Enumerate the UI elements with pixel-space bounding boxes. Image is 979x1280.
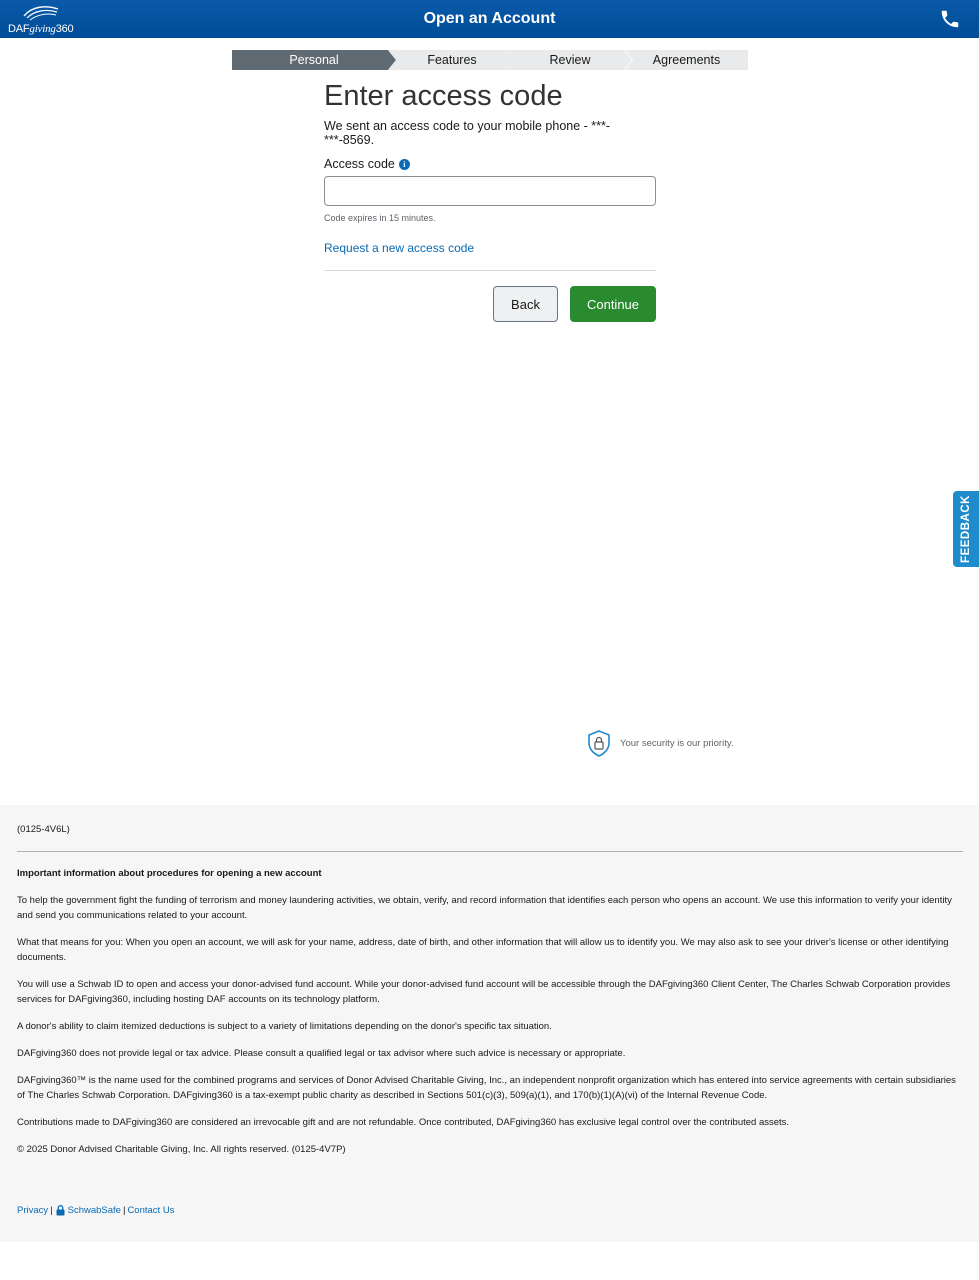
logo-text-prefix: DAF [8, 23, 30, 35]
footer-paragraph: You will use a Schwab ID to open and access your donor-advised fund account. While your donor-advised fund account will be accessible through the DAFgiving360 Client Center, The Charles Schwab Corporation provides services for DAFgiving360, including hosting DAF accounts on its technology platform. [17, 979, 951, 1005]
step-label: Agreements [652, 53, 721, 67]
step-features [388, 50, 516, 70]
back-button[interactable]: Back [493, 286, 558, 322]
code-expiry-hint: Code expires in 15 minutes. [324, 213, 436, 223]
lock-icon [56, 1205, 65, 1216]
footer-links [17, 1205, 174, 1216]
security-note [587, 730, 734, 757]
step-personal [232, 50, 396, 70]
footer [0, 805, 979, 1242]
footer-paragraph: DAFgiving360 does not provide legal or tax advice. Please consult a qualified legal or tax advisor where such advice is necessary or appropriate. [17, 1048, 626, 1059]
shield-lock-icon [587, 730, 611, 757]
footer-paragraph: DAFgiving360™ is the name used for the combined programs and services of Donor Advised Charitable Giving, Inc., an independent nonprofit organization which has entered into service agreements with certain subsidiaries of The Charles Schwab Corporation. DAFgiving360 is a tax-exempt public charity as described in Sections 501(c)(3), 509(a)(1), and 170(b)(1)(A)(vi) of the Internal Revenue Code. [17, 1075, 956, 1101]
progress-steps [232, 50, 748, 70]
footer-paragraph: Contributions made to DAFgiving360 are considered an irrevocable gift and are not refundable. Once contributed, DAFgiving360 has exclusive legal control over the contributed assets. [17, 1117, 790, 1128]
logo-text-suffix: 360 [55, 23, 74, 35]
footer-copyright: © 2025 Donor Advised Charitable Giving, Inc. All rights reserved. (0125-4V7P) [17, 1144, 346, 1155]
feedback-tab[interactable] [953, 491, 979, 567]
schwabsafe-link[interactable]: SchwabSafe [67, 1205, 121, 1216]
logo-text-italic: giving [29, 23, 56, 35]
footer-content [17, 822, 963, 1157]
step-review [508, 50, 632, 70]
footer-paragraph: What that means for you: When you open an account, we will ask for your name, address, date of birth, and other information that will allow us to identify you. We may also ask to see your driver's license or other identifying documents. [17, 937, 949, 963]
footer-heading: Important information about procedures for opening a new account [17, 868, 322, 879]
footer-paragraph: A donor's ability to claim itemized deductions is subject to a variety of limitations depending on the donor's specific tax situation. [17, 1021, 552, 1032]
footer-divider [17, 851, 963, 852]
request-new-code-link[interactable]: Request a new access code [324, 241, 475, 255]
privacy-link[interactable]: Privacy [17, 1205, 49, 1216]
divider [324, 270, 656, 271]
footer-page-code: (0125-4V6L) [17, 824, 70, 835]
access-code-label [324, 157, 656, 171]
step-agreements [625, 50, 748, 70]
contact-us-link[interactable]: Contact Us [127, 1205, 175, 1216]
access-code-input[interactable] [324, 176, 656, 206]
step-label: Personal [289, 53, 339, 67]
access-code-form [324, 78, 656, 271]
continue-button[interactable]: Continue [570, 286, 656, 322]
info-icon[interactable]: i [399, 159, 410, 170]
link-separator: | [50, 1205, 53, 1216]
top-bar [0, 0, 979, 38]
link-separator: | [122, 1205, 126, 1216]
page-title: Enter access code [324, 80, 563, 112]
access-code-description: We sent an access code to your mobile phone - ***-***-8569. [324, 119, 611, 147]
phone-icon[interactable] [939, 8, 961, 30]
step-label: Review [549, 53, 591, 67]
footer-paragraph: To help the government fight the funding of terrorism and money laundering activities, we obtain, verify, and record information that identifies each person who opens an account. We use this information to verify your identity and send you communications related to your account. [17, 895, 952, 921]
page-header-title: Open an Account [423, 10, 556, 27]
access-code-label-text: Access code [324, 157, 395, 171]
step-label: Features [427, 53, 477, 67]
security-text: Your security is our priority. [620, 738, 734, 749]
feedback-label: FEEDBACK [960, 495, 972, 563]
